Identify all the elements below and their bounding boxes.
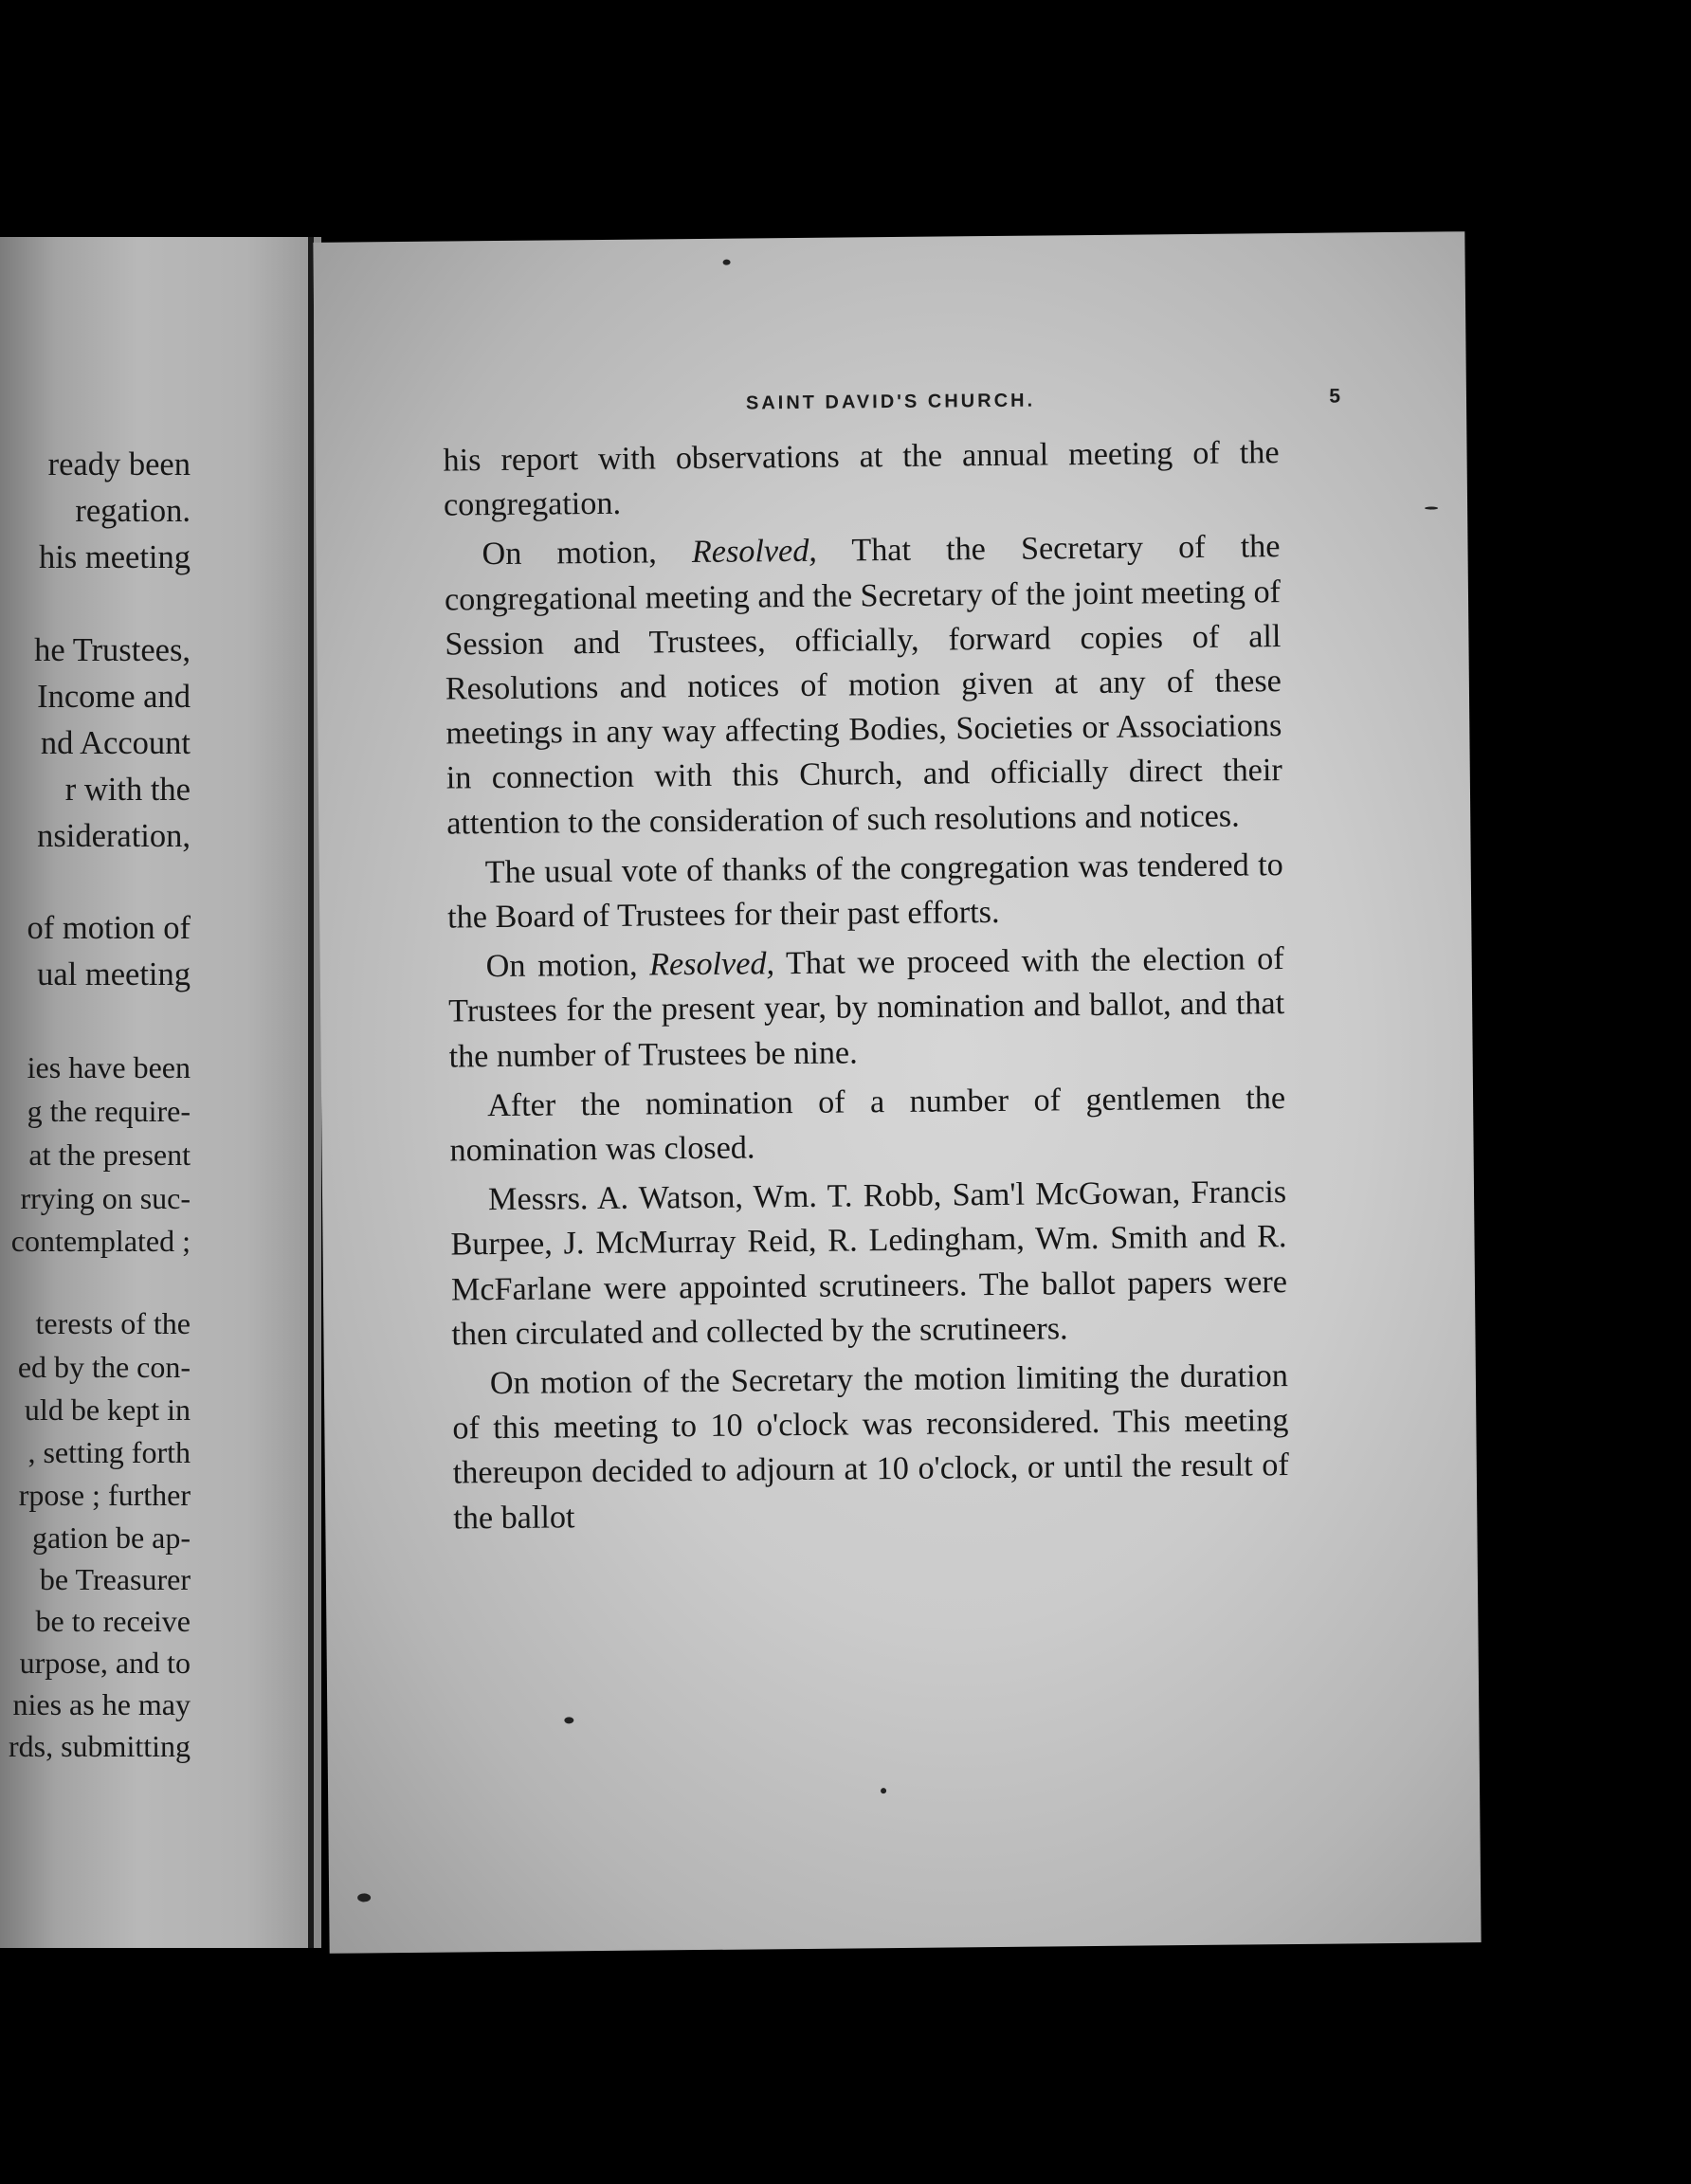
paragraph [447, 937, 1284, 1079]
left-line: ready been [47, 446, 191, 482]
left-line: of motion of [27, 910, 191, 946]
left-line: ed by the con- [17, 1350, 191, 1384]
left-line: nd Account [40, 725, 191, 761]
left-line: ies have been [27, 1050, 191, 1084]
dust-speck [564, 1717, 573, 1723]
left-line: rrying on suc- [20, 1181, 191, 1215]
paragraph-text: That we proceed with the election of Trustees for the present year, by nomination and ballot, and that the number of Trustees be nine. [447, 941, 1285, 1075]
left-line: nies as he may [12, 1687, 191, 1721]
left-line: regation. [75, 493, 191, 529]
left-line: , setting forth [27, 1435, 191, 1469]
left-line: uld be kept in [24, 1392, 191, 1427]
paragraph [450, 1170, 1288, 1356]
left-line: be Treasurer [39, 1562, 191, 1596]
left-line: nsideration, [37, 818, 191, 854]
paragraph-text: On motion of the Secretary the motion limiting the duration of this meeting to 10 o'clock was reconsidered. This meeting thereupon decided to adjourn at 10 o'clock, or until the result of the ballot [452, 1358, 1289, 1537]
paragraph-text: On motion, [482, 535, 693, 573]
left-line: urpose, and to [19, 1646, 191, 1680]
page-body [443, 430, 1289, 1545]
dust-speck [723, 260, 731, 265]
paragraph-text: That the Secretary of the congregational meeting and the Secretary of the joint meeting of Session and Trustees, officially, forward copies of all Resolutions and notices of motion given at any of these meetings in any way affecting Bodies, Societies or Associations in connection with this Church, and officially direct their attention to the consideration of such resolutions and notices. [444, 529, 1282, 842]
paragraph [449, 1076, 1286, 1174]
left-line: his meeting [38, 539, 191, 575]
left-line: rds, submitting [8, 1729, 191, 1763]
left-line: r with the [64, 772, 191, 808]
page-number: 5 [1329, 385, 1341, 408]
paragraph [444, 525, 1282, 846]
paragraph-text: After the nomination of a number of gentlemen the nomination was closed. [449, 1080, 1286, 1169]
left-page-fragment [0, 237, 308, 1948]
paragraph-italic: Resolved, [691, 534, 818, 571]
paragraph [452, 1354, 1290, 1540]
left-line: at the present [28, 1138, 191, 1172]
left-line: he Trustees, [34, 632, 191, 668]
paragraph-italic: Resolved, [648, 946, 775, 983]
dust-speck [1425, 506, 1438, 509]
left-line: rpose ; further [18, 1478, 191, 1512]
left-line: gation be ap- [31, 1520, 191, 1555]
left-line: terests of the [35, 1306, 191, 1340]
left-line: Income and [37, 679, 191, 715]
paragraph-text: On motion, [485, 947, 650, 985]
dust-speck [881, 1788, 886, 1793]
paragraph [443, 430, 1280, 528]
left-line: ual meeting [37, 956, 191, 992]
left-line: be to receive [35, 1604, 191, 1638]
paragraph-text: Messrs. A. Watson, Wm. T. Robb, Sam'l McGowan, Francis Burpee, J. McMurray Reid, R. Ledingham, Wm. Smith and R. McFarlane were appointed scrutineers. The ballot papers were then circulated and collected by the scrutineers. [450, 1174, 1288, 1353]
running-head: SAINT DAVID'S CHURCH. [745, 390, 1036, 414]
paragraph-text: The usual vote of thanks of the congregation was tendered to the Board of Trustees for their past efforts. [447, 846, 1283, 936]
left-line: g the require- [27, 1094, 191, 1128]
left-line: contemplated ; [10, 1224, 191, 1258]
right-page [313, 231, 1481, 1954]
dust-speck [357, 1893, 371, 1902]
paragraph [447, 843, 1284, 940]
paragraph-text: his report with observations at the annual meeting of the congregation. [443, 435, 1280, 523]
